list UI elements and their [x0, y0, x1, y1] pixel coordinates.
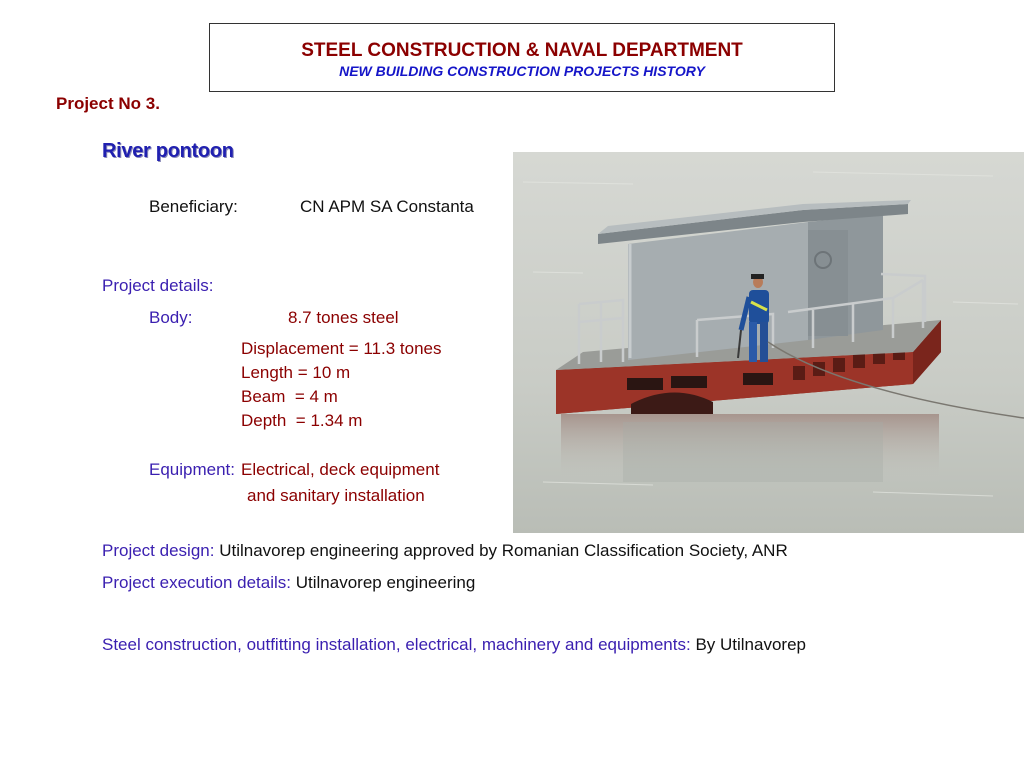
beneficiary-value: CN APM SA Constanta [300, 197, 474, 216]
equipment-line-2: and sanitary installation [247, 486, 425, 505]
project-design-line [102, 541, 788, 561]
spec-length: Length = 10 m [241, 363, 351, 382]
body-value: 8.7 tones steel [288, 308, 399, 327]
steel-construction-label: Steel construction, outfitting installation, electrical, machinery and equipments: [102, 635, 691, 654]
project-details-label: Project details: [102, 276, 214, 295]
header-subtitle: NEW BUILDING CONSTRUCTION PROJECTS HISTORY [339, 63, 705, 79]
project-number: Project No 3. [56, 94, 160, 113]
spec-depth: Depth = 1.34 m [241, 411, 363, 430]
equipment-label: Equipment: [149, 460, 235, 479]
project-execution-line [102, 573, 475, 593]
project-execution-label: Project execution details: [102, 573, 291, 592]
project-design-value: Utilnavorep engineering approved by Romanian Classification Society, ANR [219, 541, 788, 560]
beneficiary-label: Beneficiary: [149, 197, 238, 216]
header-box [209, 23, 835, 92]
project-execution-value: Utilnavorep engineering [295, 573, 476, 592]
steel-construction-value: By Utilnavorep [695, 635, 806, 654]
steel-construction-line [102, 635, 806, 655]
project-name: River pontoon [102, 140, 234, 162]
spec-displacement: Displacement = 11.3 tones [241, 339, 442, 358]
spec-beam: Beam = 4 m [241, 387, 338, 406]
header-title: STEEL CONSTRUCTION & NAVAL DEPARTMENT [301, 40, 743, 61]
equipment-line-1: Electrical, deck equipment [241, 460, 440, 479]
project-design-label: Project design: [102, 541, 215, 560]
pontoon-photo [513, 152, 1024, 533]
body-label: Body: [149, 308, 193, 327]
